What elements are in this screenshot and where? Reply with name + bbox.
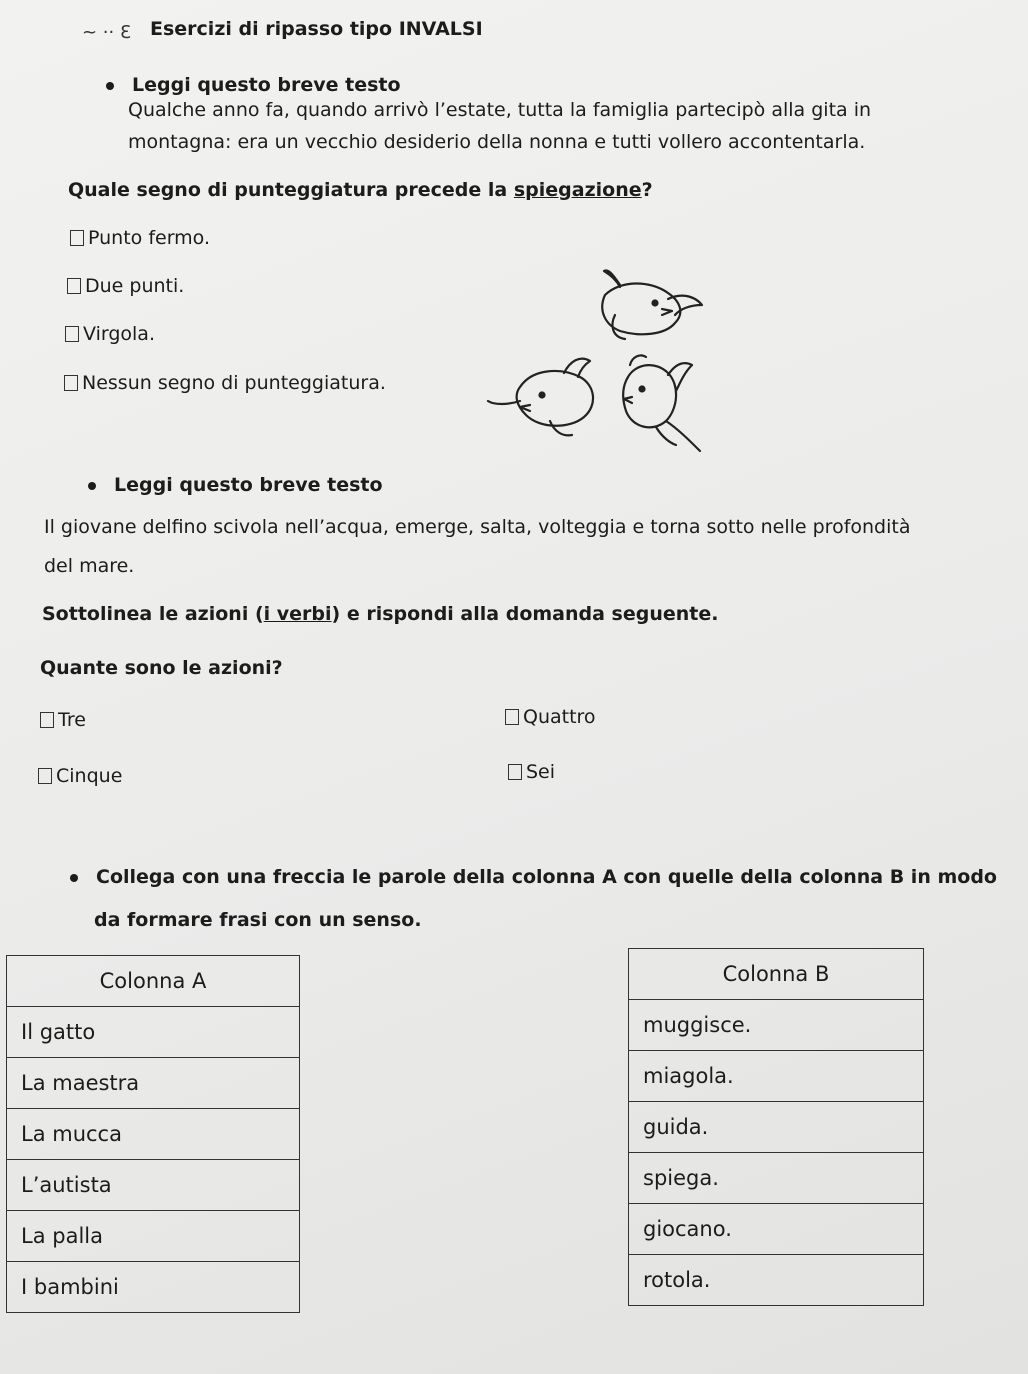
ex1-option-4[interactable] — [64, 372, 386, 394]
ex1-text-line2: montagna: era un vecchio desiderio della nonna e tutti vollero accontentarla. — [128, 131, 866, 153]
checkbox[interactable] — [40, 712, 54, 728]
column-b-item[interactable]: spiega. — [629, 1153, 924, 1204]
title-scribble: ~ ·· Ɛ — [82, 22, 132, 43]
column-b-table — [628, 948, 924, 1306]
checkbox[interactable] — [508, 764, 522, 780]
checkbox[interactable] — [70, 230, 84, 246]
column-a-item[interactable]: La palla — [7, 1211, 300, 1262]
ex1-option-label: Punto fermo. — [88, 227, 211, 249]
ex2-heading: Leggi questo breve testo — [114, 474, 383, 496]
ex1-option-label: Virgola. — [83, 323, 155, 345]
birds-illustration — [480, 265, 720, 460]
checkbox[interactable] — [64, 375, 78, 391]
ex2-question: Quante sono le azioni? — [40, 657, 283, 679]
ex2-option-4[interactable] — [508, 761, 555, 783]
column-a-item[interactable]: I bambini — [7, 1262, 300, 1313]
ex2-text-line1: Il giovane delfino scivola nell’acqua, emerge, salta, volteggia e torna sotto nelle profondità — [44, 516, 911, 538]
column-a-item[interactable]: L’autista — [7, 1160, 300, 1211]
ex1-option-label: Nessun segno di punteggiatura. — [82, 372, 386, 394]
column-b-item[interactable]: guida. — [629, 1102, 924, 1153]
ex2-option-2[interactable] — [505, 706, 596, 728]
ex2-option-label: Cinque — [56, 765, 123, 787]
column-b-item[interactable]: rotola. — [629, 1255, 924, 1306]
ex1-text-line1: Qualche anno fa, quando arrivò l’estate, tutta la famiglia partecipò alla gita in — [128, 99, 872, 121]
ex2-option-3[interactable] — [38, 765, 122, 787]
ex1-option-2[interactable] — [67, 275, 184, 297]
column-a-table — [6, 955, 300, 1313]
ex1-question-word: spiegazione — [513, 179, 642, 201]
ex2-instruction-word: i verbi — [263, 603, 332, 625]
ex1-question-post: ? — [641, 179, 653, 201]
ex2-option-label: Tre — [58, 709, 86, 731]
checkbox[interactable] — [65, 326, 79, 342]
ex2-instruction-pre: Sottolinea le azioni ( — [42, 603, 264, 625]
checkbox[interactable] — [505, 709, 519, 725]
ex1-option-label: Due punti. — [85, 275, 185, 297]
ex2-text-line2: del mare. — [44, 555, 135, 577]
column-a-item[interactable]: Il gatto — [7, 1007, 300, 1058]
ex2-option-label: Sei — [526, 761, 556, 783]
ex1-question-pre: Quale segno di punteggiatura precede la — [68, 179, 514, 201]
bird-icon — [602, 271, 702, 339]
column-b-item[interactable]: giocano. — [629, 1204, 924, 1255]
ex2-instruction — [42, 603, 718, 625]
ex1-question — [68, 179, 653, 201]
page-title: Esercizi di ripasso tipo INVALSI — [150, 18, 483, 40]
column-a-item[interactable]: La maestra — [7, 1058, 300, 1109]
bird-icon — [488, 359, 593, 436]
ex1-option-1[interactable] — [70, 227, 210, 249]
checkbox[interactable] — [38, 768, 52, 784]
ex2-option-1[interactable] — [40, 709, 86, 731]
ex1-heading: Leggi questo breve testo — [132, 74, 401, 96]
column-b-item[interactable]: miagola. — [629, 1051, 924, 1102]
column-b-item[interactable]: muggisce. — [629, 1000, 924, 1051]
ex3-heading-line1: Collega con una freccia le parole della colonna A con quelle della colonna B in modo — [96, 866, 997, 888]
checkbox[interactable] — [67, 278, 81, 294]
column-a-item[interactable]: La mucca — [7, 1109, 300, 1160]
column-a-title: Colonna A — [7, 956, 300, 1007]
ex2-instruction-post: ) e rispondi alla domanda seguente. — [331, 603, 719, 625]
column-b-title: Colonna B — [629, 949, 924, 1000]
ex1-option-3[interactable] — [65, 323, 155, 345]
ex2-option-label: Quattro — [523, 706, 596, 728]
ex3-heading-line2: da formare frasi con un senso. — [94, 909, 422, 931]
bird-icon — [623, 355, 700, 451]
